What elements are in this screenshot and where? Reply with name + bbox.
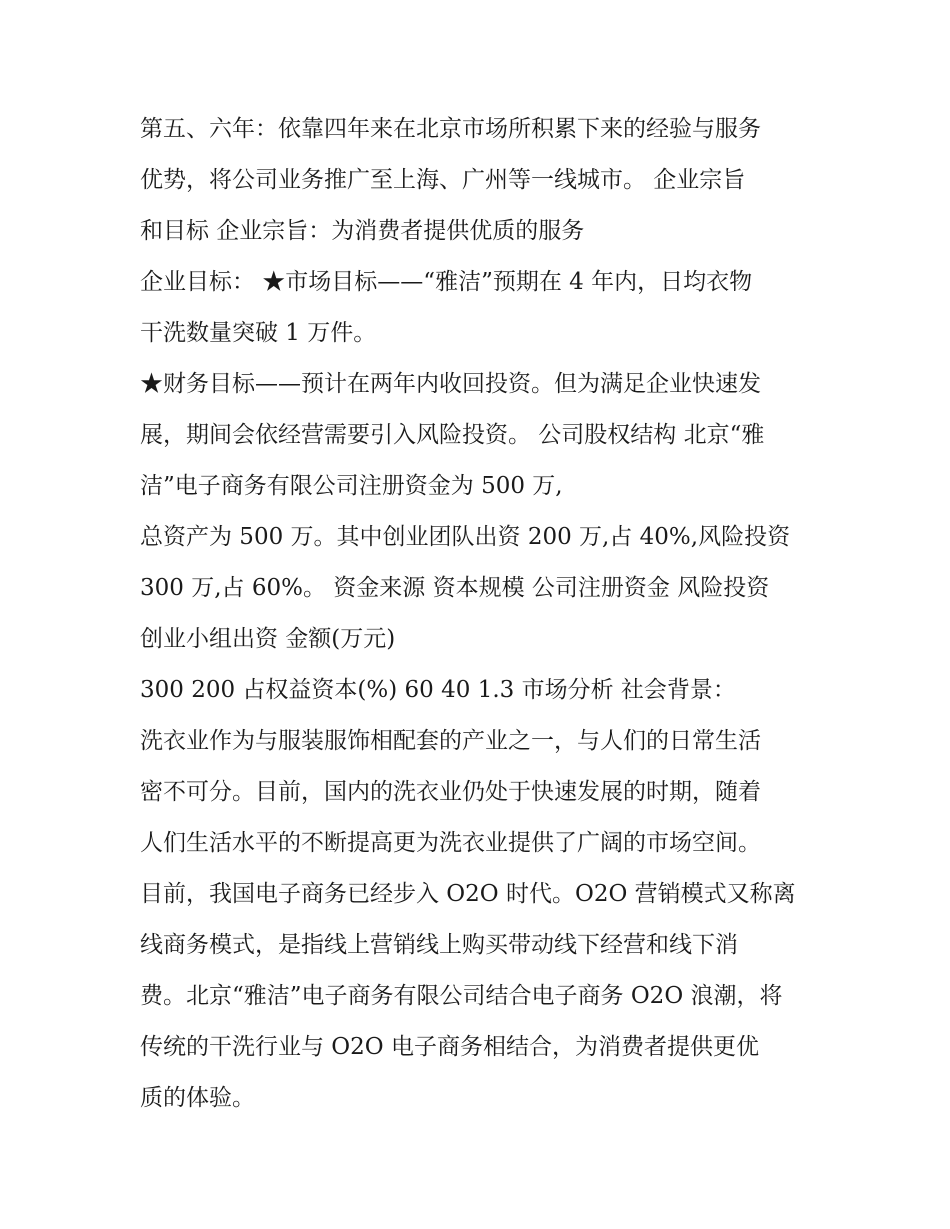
text-line: 目前，我国电子商务已经步入 O2O 时代。O2O 营销模式又称离 xyxy=(140,881,796,907)
text-line: 干洗数量突破 1 万件。 xyxy=(140,320,377,346)
text-line: 300 万,占 60%。 资金来源 资本规模 公司注册资金 风险投资 xyxy=(140,575,770,601)
text-line: 和目标 企业宗旨：为消费者提供优质的服务 xyxy=(140,218,585,244)
text-line: ★财务目标——预计在两年内收回投资。但为满足企业快速发 xyxy=(140,371,761,397)
text-line: 展，期间会依经营需要引入风险投资。 公司股权结构 北京“雅 xyxy=(140,422,765,448)
text-line: 优势，将公司业务推广至上海、广州等一线城市。 企业宗旨 xyxy=(140,167,746,193)
text-line: 密不可分。目前，国内的洗衣业仍处于快速发展的时期，随着 xyxy=(140,779,761,805)
text-line: 第五、六年：依靠四年来在北京市场所积累下来的经验与服务 xyxy=(140,116,761,142)
text-line: 企业目标： ★市场目标——“雅洁”预期在 4 年内，日均衣物 xyxy=(140,269,753,295)
text-line: 传统的干洗行业与 O2O 电子商务相结合，为消费者提供更优 xyxy=(140,1034,759,1060)
text-line: 质的体验。 xyxy=(140,1085,255,1111)
text-line: 洗衣业作为与服装服饰相配套的产业之一，与人们的日常生活 xyxy=(140,728,761,754)
text-line: 创业小组出资 金额(万元) xyxy=(140,626,396,652)
text-line: 300 200 占权益资本(%) 60 40 1.3 市场分析 社会背景： xyxy=(140,677,736,703)
body-text xyxy=(140,104,830,1124)
text-line: 人们生活水平的不断提高更为洗衣业提供了广阔的市场空间。 xyxy=(140,830,761,856)
text-line: 费。北京“雅洁”电子商务有限公司结合电子商务 O2O 浪潮，将 xyxy=(140,983,783,1009)
text-line: 线商务模式，是指线上营销线上购买带动线下经营和线下消 xyxy=(140,932,738,958)
text-line: 洁”电子商务有限公司注册资金为 500 万, xyxy=(140,473,563,499)
text-line: 总资产为 500 万。其中创业团队出资 200 万,占 40%,风险投资 xyxy=(140,524,791,550)
